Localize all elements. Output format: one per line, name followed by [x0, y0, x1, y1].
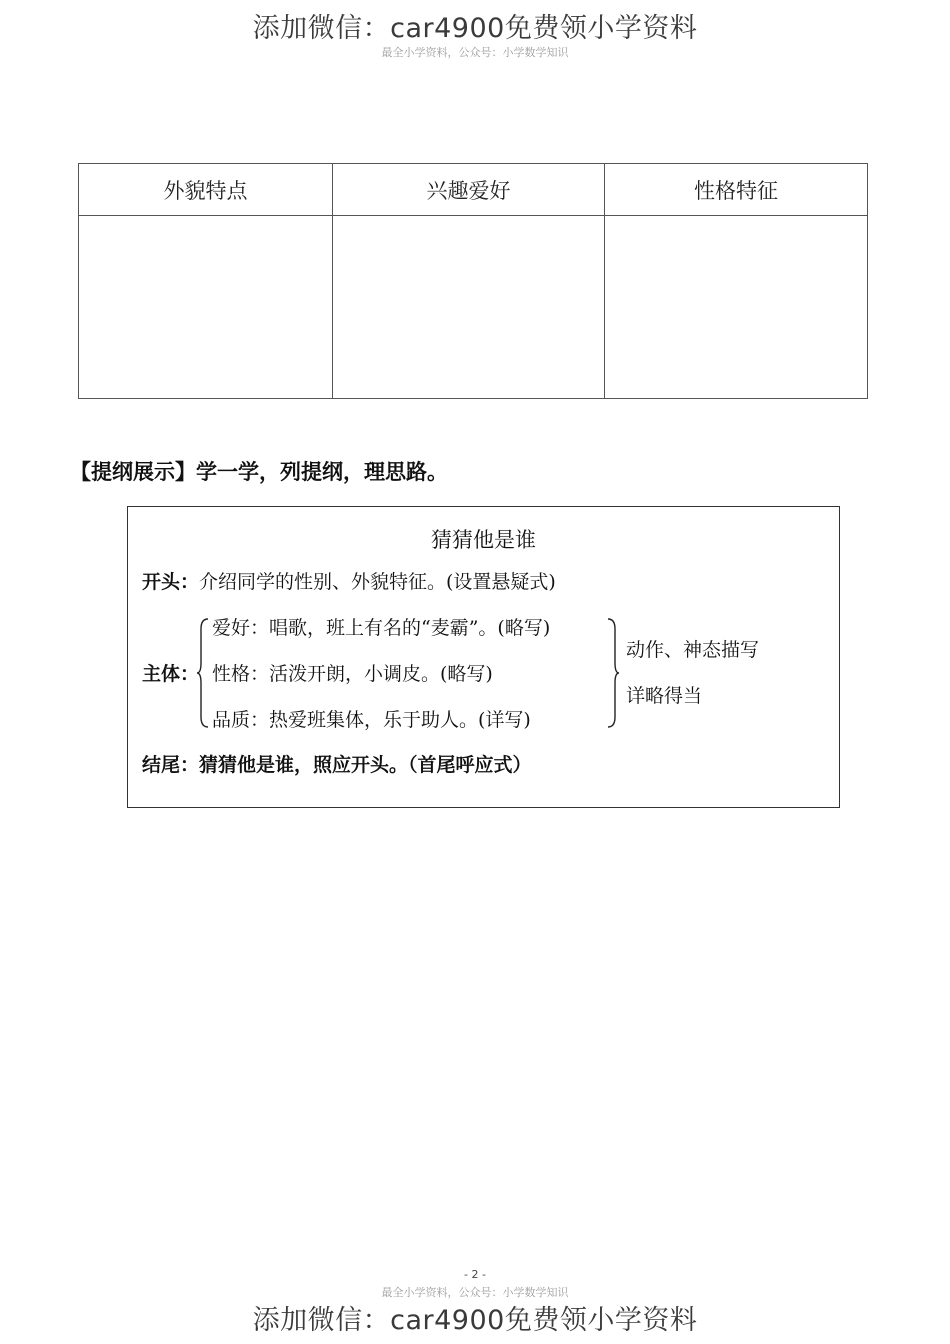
watermark-top: 添加微信：car4900免费领小学资料 [252, 13, 698, 44]
outline-opening [142, 567, 556, 594]
body-item-hobby: 爱好：唱歌，班上有名的“麦霸”。(略写) [212, 617, 551, 639]
opening-text: 介绍同学的性别、外貌特征。(设置悬疑式) [199, 571, 556, 593]
watermark-bottom: 添加微信：car4900免费领小学资料 [252, 1305, 698, 1336]
blank-cell-personality[interactable] [605, 216, 868, 399]
traits-table-header-row [79, 164, 868, 216]
body-item-quality: 品质：热爱班集体，乐于助人。(详写) [212, 709, 531, 731]
left-brace-icon [196, 617, 210, 729]
traits-table-blank-row [79, 216, 868, 399]
outline-ending: 结尾：猜猜他是谁，照应开头。（首尾呼应式） [142, 754, 532, 776]
faint-header-text: 最全小学资料，公众号：小学数学知识 [381, 46, 569, 59]
page-number: - 2 - [464, 1268, 486, 1281]
outline-label: 【提纲展示】学一学，列提纲，理思路。 [70, 460, 448, 484]
body-note-detail: 详略得当 [626, 685, 703, 707]
body-item-personality: 性格：活泼开朗，小调皮。(略写) [212, 663, 493, 685]
outline-title: 猜猜他是谁 [431, 528, 536, 552]
header-hobbies: 兴趣爱好 [333, 164, 605, 216]
header-appearance: 外貌特点 [79, 164, 333, 216]
body-note-action: 动作、神态描写 [626, 639, 760, 661]
right-brace-icon [606, 617, 620, 729]
header-personality: 性格特征 [605, 164, 868, 216]
outline-box [127, 506, 840, 808]
body-head: 主体： [142, 663, 200, 685]
traits-table [78, 163, 868, 399]
blank-cell-hobbies[interactable] [333, 216, 605, 399]
faint-footer-text: 最全小学资料，公众号：小学数学知识 [381, 1286, 569, 1299]
opening-head: 开头： [142, 571, 200, 593]
blank-cell-appearance[interactable] [79, 216, 333, 399]
